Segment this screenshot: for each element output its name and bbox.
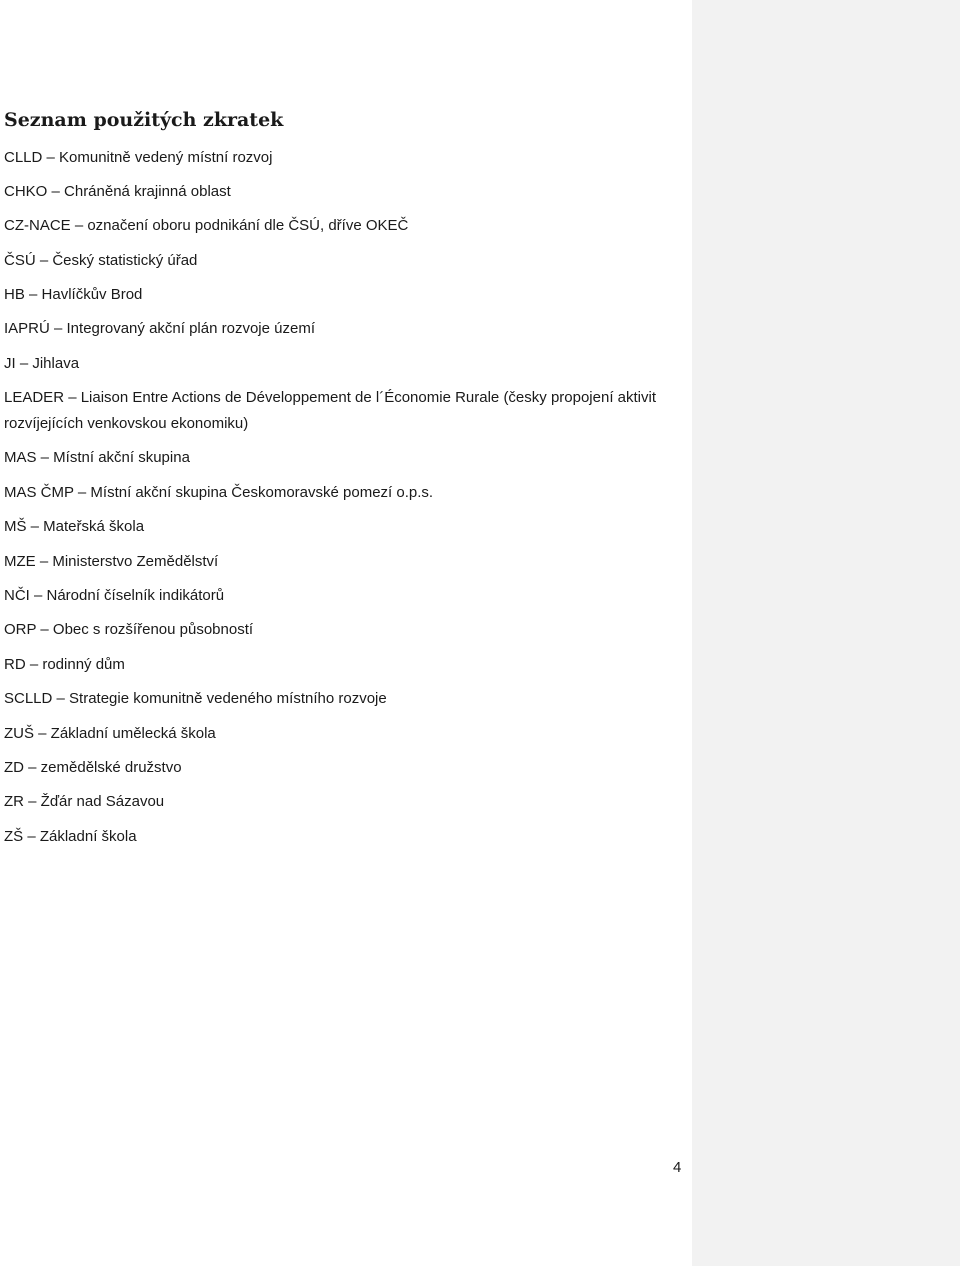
list-item: ZŠ – Základní škola [4,828,137,845]
list-item: CZ-NACE – označení oboru podnikání dle ČSÚ, dříve OKEČ [4,217,409,234]
list-item: MAS – Místní akční skupina [4,449,190,466]
list-item: IAPRÚ – Integrovaný akční plán rozvoje území [4,320,315,337]
page-title: Seznam použitých zkratek [4,109,284,131]
list-item: HB – Havlíčkův Brod [4,286,143,303]
list-item: CHKO – Chráněná krajinná oblast [4,183,231,200]
list-item: ZUŠ – Základní umělecká škola [4,725,216,742]
list-item: LEADER – Liaison Entre Actions de Développement de l´Économie Rurale (česky propojení aktivit rozvíjejících venkovskou ekonomiku) [4,389,657,432]
comment-margin-pane [692,0,960,1266]
list-item: ZR – Žďár nad Sázavou [4,793,165,810]
page-number: 4 [673,1159,682,1176]
list-item: MŠ – Mateřská škola [4,518,145,535]
list-item: SCLLD – Strategie komunitně vedeného místního rozvoje [4,690,387,707]
list-item: ČSÚ – Český statistický úřad [4,252,198,269]
list-item: NČI – Národní číselník indikátorů [4,587,225,604]
list-item: MAS ČMP – Místní akční skupina Českomoravské pomezí o.p.s. [4,484,434,501]
list-item: RD – rodinný dům [4,656,125,673]
list-item: ZD – zemědělské družstvo [4,759,182,776]
list-item: JI – Jihlava [4,355,80,372]
list-item: ORP – Obec s rozšířenou působností [4,621,254,638]
list-item: CLLD – Komunitně vedený místní rozvoj [4,149,273,166]
list-item: MZE – Ministerstvo Zemědělství [4,553,219,570]
